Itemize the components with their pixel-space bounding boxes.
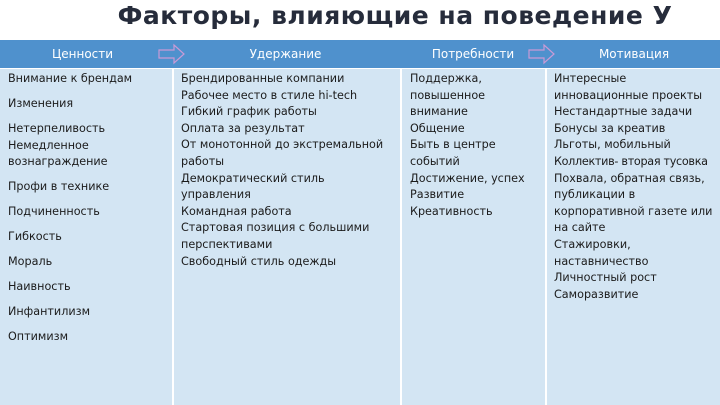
list-item: Оплата за результат — [181, 121, 305, 135]
list-item: Подчиненность — [8, 205, 100, 219]
list-item: От монотонной до экстремальной работы — [181, 138, 384, 168]
list-item: Саморазвитие — [554, 287, 639, 301]
list-item: Личностный рост — [554, 271, 657, 285]
needs-column — [402, 69, 545, 405]
list-item: Похвала, обратная связь, публикации в корпоративной газете или на сайте — [554, 171, 713, 235]
table-header — [0, 40, 720, 68]
list-item: Оптимизм — [8, 330, 69, 344]
list-item: Мораль — [8, 255, 53, 269]
list-item: Инфантилизм — [8, 305, 91, 319]
list-item: Поддержка, повышенное внимание — [410, 72, 486, 119]
list-item: Стартовая позиция с большими перспективами — [181, 221, 370, 251]
motivation-column — [547, 69, 720, 405]
list-item: Профи в технике — [8, 180, 110, 194]
list-item: Нетерпеливость — [8, 121, 106, 135]
list-item: Развитие — [410, 188, 465, 202]
list-item: Стажировки, наставничество — [554, 237, 649, 268]
list-item: Свободный стиль одежды — [181, 254, 337, 268]
list-item: Командная работа — [181, 204, 292, 218]
header-retention: Удержание — [249, 47, 322, 61]
list-item: Интересные инновационные проекты — [554, 72, 703, 102]
list-item: Немедленное вознаграждение — [8, 138, 108, 169]
list-item: Бонусы за креатив — [554, 121, 666, 135]
slide-title: Факторы, влияющие на поведение У — [117, 1, 673, 30]
retention-column — [174, 69, 400, 405]
header-values: Ценности — [51, 47, 114, 61]
list-item: Быть в центре событий — [410, 138, 496, 168]
header-needs: Потребности — [431, 47, 515, 61]
list-item: Льготы, мобильный — [554, 138, 671, 152]
list-item: Коллектив- вторая тусовка — [554, 154, 708, 168]
list-item: Достижение, успех — [410, 171, 525, 185]
list-item: Гибкий график работы — [181, 105, 317, 119]
list-item: Брендированные компании — [181, 72, 345, 85]
list-item: Креативность — [410, 204, 493, 218]
list-item: Внимание к брендам — [8, 72, 133, 85]
list-item: Общение — [410, 121, 465, 135]
list-item: Изменения — [8, 96, 74, 110]
list-item: Демократический стиль управления — [181, 171, 325, 202]
list-item: Рабочее место в стиле hi-tech — [181, 88, 358, 102]
list-item: Наивность — [8, 280, 71, 294]
list-item: Нестандартные задачи — [554, 105, 693, 119]
header-motivation: Мотивация — [598, 47, 670, 61]
values-column — [0, 69, 172, 405]
list-item: Гибкость — [8, 230, 62, 244]
